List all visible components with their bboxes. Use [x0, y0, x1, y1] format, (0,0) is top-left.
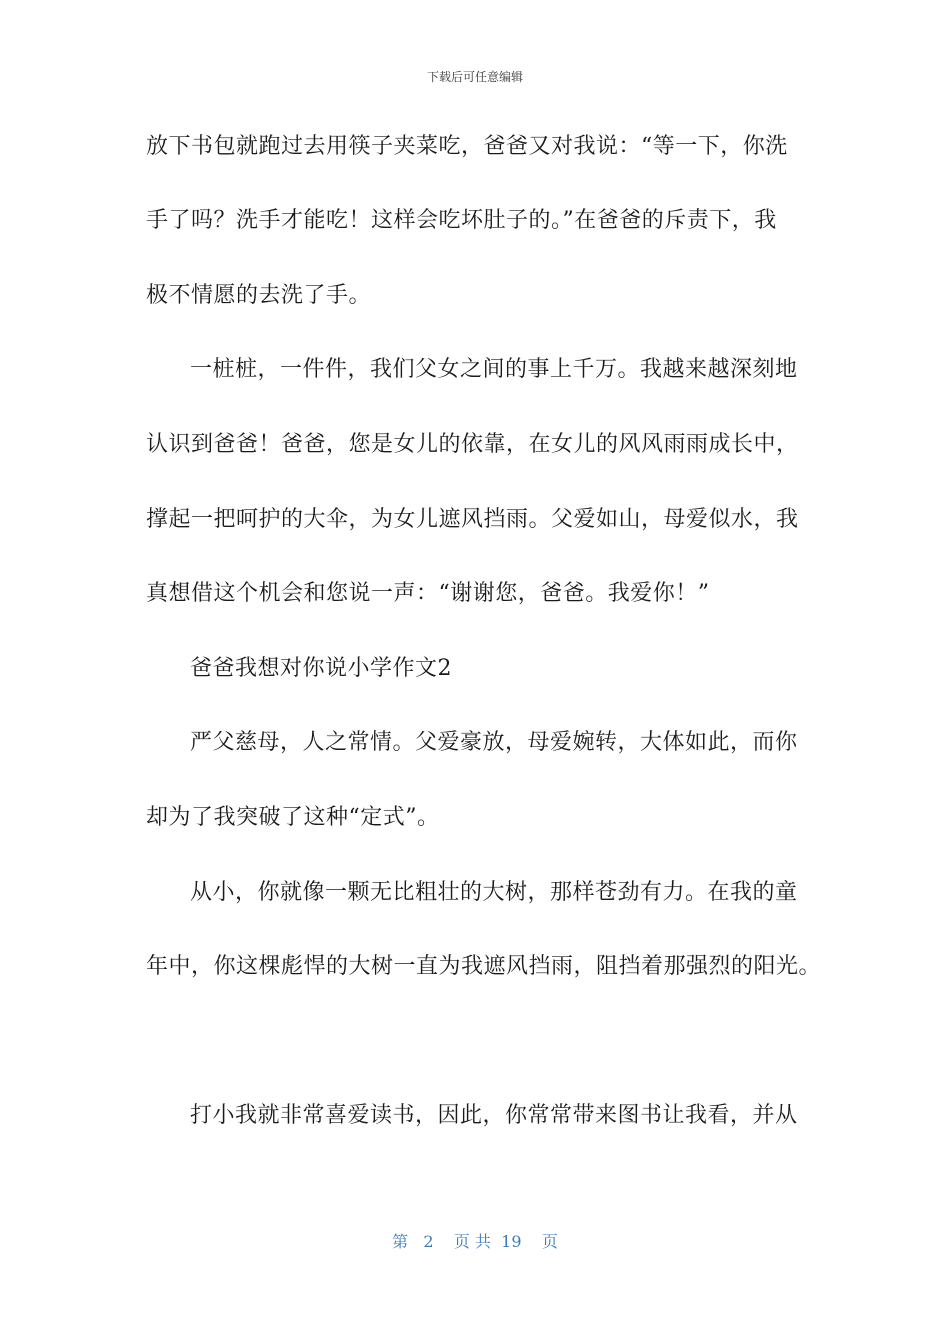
- body-line: 从小，你就像一颗无比粗壮的大树，那样苍劲有力。在我的童: [190, 880, 798, 905]
- body-line: 手了吗？洗手才能吃！这样会吃坏肚子的。”在爸爸的斥责下，我: [146, 208, 777, 233]
- body-line: 一桩桩，一件件，我们父女之间的事上千万。我越来越深刻地: [190, 357, 798, 382]
- body-line: 撑起一把呵护的大伞，为女儿遮风挡雨。父爱如山，母爱似水，我: [146, 507, 799, 532]
- body-line: 认识到爸爸！爸爸，您是女儿的依靠，在女儿的风风雨雨成长中，: [146, 432, 799, 457]
- body-line: 却为了我突破了这种“定式”。: [146, 805, 440, 830]
- page-footer: 第 2 页 共 19 页: [392, 1232, 558, 1251]
- section-title: 爸爸我想对你说小学作文2: [190, 656, 452, 681]
- body-line: 年中，你这棵彪悍的大树一直为我遮风挡雨，阻挡着那强烈的阳光。: [146, 954, 822, 979]
- body-line: 打小我就非常喜爱读书，因此，你常常带来图书让我看，并从: [190, 1103, 798, 1128]
- body-line: 严父慈母，人之常情。父爱豪放，母爱婉转，大体如此，而你: [190, 730, 798, 755]
- page-header: 下载后可任意编辑: [426, 70, 523, 84]
- body-line: 极不情愿的去洗了手。: [146, 283, 372, 308]
- body-line: 放下书包就跑过去用筷子夹菜吃，爸爸又对我说：“等一下，你洗: [146, 134, 788, 159]
- body-line: 真想借这个机会和您说一声：“谢谢您，爸爸。我爱你！”: [146, 581, 710, 606]
